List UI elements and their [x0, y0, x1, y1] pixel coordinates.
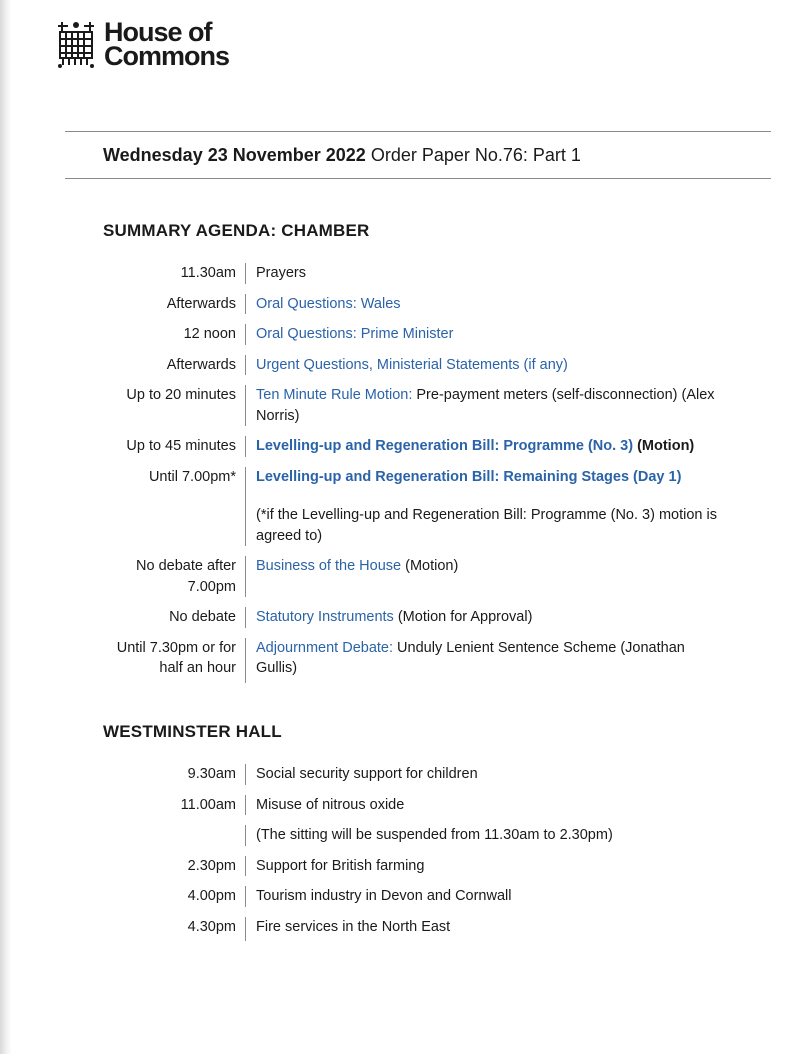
agenda-item: Social security support for children — [245, 764, 725, 785]
agenda-note: (The sitting will be suspended from 11.30am to 2.30pm) — [245, 825, 725, 846]
westminster-agenda — [0, 764, 803, 941]
house-of-commons-logo — [56, 18, 229, 70]
portcullis-icon — [56, 18, 96, 70]
agenda-time: 11.30am — [180, 265, 236, 281]
agenda-time: Afterwards — [166, 295, 236, 312]
agenda-time: Until 7.30pm or for half an hour — [116, 639, 236, 676]
westminster-row — [0, 764, 803, 795]
westminster-row — [0, 886, 803, 917]
agenda-item — [245, 607, 725, 628]
page-title — [103, 145, 581, 166]
agenda-item: Fire services in the North East — [245, 917, 725, 942]
agenda-text: Unduly Lenient Sentence Scheme (Jonathan Gullis) — [256, 639, 685, 676]
chamber-row — [0, 294, 803, 325]
agenda-text: (Motion) — [401, 558, 459, 574]
chamber-heading: SUMMARY AGENDA: CHAMBER — [103, 221, 370, 240]
agenda-item — [245, 385, 725, 426]
bottom-divider — [65, 178, 771, 179]
westminster-row — [0, 917, 803, 942]
agenda-item: Tourism industry in Devon and Cornwall — [245, 886, 725, 907]
agenda-link[interactable]: Statutory Instruments — [256, 609, 394, 625]
agenda-time: No debate — [169, 609, 236, 625]
westminster-row — [0, 795, 803, 826]
agenda-link[interactable]: Business of the House — [256, 558, 402, 574]
westminster-row — [0, 856, 803, 887]
agenda-link[interactable]: Urgent Questions, Ministerial Statements (if any) — [256, 356, 568, 373]
order-paper-date: Wednesday 23 November 2022 — [103, 145, 366, 165]
chamber-row — [0, 607, 803, 638]
agenda-text: Prayers — [256, 265, 306, 281]
agenda-item — [245, 436, 725, 457]
agenda-link[interactable]: Oral Questions: Prime Minister — [256, 326, 454, 342]
agenda-note: (*if the Levelling-up and Regeneration Bill: Programme (No. 3) motion is agreed to) — [256, 507, 717, 544]
agenda-link[interactable]: Levelling-up and Regeneration Bill: Programme (No. 3) — [256, 438, 634, 454]
agenda-time: Up to 45 minutes — [126, 438, 236, 454]
agenda-link[interactable]: Oral Questions: Wales — [256, 295, 401, 312]
chamber-row — [0, 385, 803, 436]
agenda-item — [245, 467, 725, 502]
agenda-text: (Motion) — [633, 438, 695, 454]
agenda-text: Pre-payment meters (self-disconnection) (Alex Norris) — [256, 387, 715, 424]
westminster-row — [0, 825, 803, 856]
chamber-row — [0, 355, 803, 386]
agenda-link[interactable]: Adjournment Debate: — [256, 639, 394, 656]
westminster-hall-heading: WESTMINSTER HALL — [103, 722, 282, 741]
order-paper-number: Order Paper No.76: Part 1 — [370, 145, 581, 165]
agenda-link[interactable]: Levelling-up and Regeneration Bill: Remaining Stages (Day 1) — [256, 468, 682, 485]
agenda-time: 4.00pm — [187, 888, 236, 904]
agenda-item — [245, 556, 725, 597]
agenda-item — [245, 294, 725, 315]
chamber-row — [0, 324, 803, 355]
agenda-item: Misuse of nitrous oxide — [245, 795, 725, 816]
agenda-time: 4.30pm — [187, 918, 236, 935]
chamber-agenda — [0, 263, 803, 683]
agenda-time — [0, 501, 245, 546]
chamber-row — [0, 436, 803, 467]
agenda-time: 11.00am — [180, 796, 236, 813]
agenda-time — [0, 825, 245, 846]
agenda-item — [245, 263, 725, 284]
agenda-time: No debate after 7.00pm — [136, 558, 236, 595]
agenda-item — [245, 355, 725, 376]
chamber-row — [0, 556, 803, 607]
agenda-item — [245, 324, 725, 345]
logo-text-line2: Commons — [104, 41, 230, 71]
agenda-item — [245, 638, 725, 683]
agenda-time: 2.30pm — [187, 857, 236, 874]
chamber-row — [0, 263, 803, 294]
chamber-row — [0, 638, 803, 683]
agenda-item: Support for British farming — [245, 856, 725, 877]
agenda-link[interactable]: Ten Minute Rule Motion: — [256, 387, 413, 403]
agenda-time: Until 7.00pm* — [148, 468, 236, 485]
agenda-time: 12 noon — [183, 326, 236, 342]
agenda-text: (Motion for Approval) — [393, 609, 533, 625]
agenda-time: 9.30am — [187, 766, 236, 782]
chamber-row — [0, 501, 803, 556]
agenda-time: Up to 20 minutes — [126, 387, 236, 403]
logo-text-line1: House of — [104, 17, 212, 47]
agenda-item — [245, 501, 725, 546]
top-divider — [65, 131, 771, 132]
agenda-time: Afterwards — [166, 356, 236, 373]
